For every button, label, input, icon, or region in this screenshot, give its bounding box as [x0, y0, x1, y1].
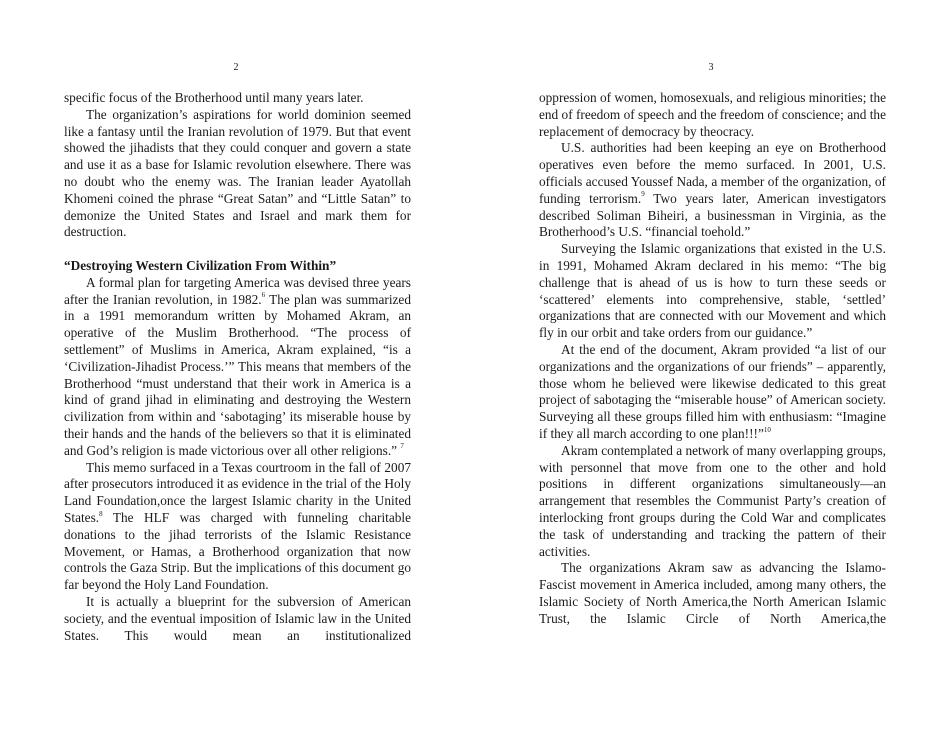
paragraph-text: The HLF was charged with funneling charitable donations to the jihad terrorists of the Islamic Resistance Movement, or Hamas, a Brotherhood organization that now controls the Gaza Strip. But the implications of this document go far beyond the Holy Land Foundation. — [64, 509, 411, 593]
paragraph: Akram contemplated a network of many overlapping groups, with personnel that move from one to the other and hold positions in different organizations simultaneously—an arrangement that resembles the Communist Party’s creation of interlocking front groups during the Cold War and complicates the task of understanding and tracking the pattern of their activities. — [539, 442, 886, 559]
paragraph: oppression of women, homosexuals, and religious minorities; the end of freedom of speech and the freedom of conscience; and the replacement of democracy by theocracy. — [539, 90, 886, 139]
paragraph — [64, 460, 411, 594]
footnote-marker: 8 — [99, 509, 103, 518]
paragraph: It is actually a blueprint for the subversion of American society, and the eventual imposition of Islamic law in the United States. This would mean an institutionalized — [64, 593, 411, 643]
paragraph-text: At the end of the document, Akram provided “a list of our organizations and the organizations of our friends” – apparently, those whom he believed were likewise dedicated to this great project of sabotaging the “miserable house” of American society. Surveying all these groups filled him with enthusiasm: “Imagine if they all march according to one plan!!!” — [539, 341, 886, 441]
section-heading: “Destroying Western Civilization From Within” — [64, 257, 337, 273]
paragraph — [539, 342, 886, 443]
footnote-marker: 7 — [400, 442, 404, 451]
paragraph-text: A formal plan for targeting America was devised three years after the Iranian revolution, in 1982. — [64, 274, 411, 307]
paragraph — [64, 275, 411, 460]
right-page-text-column — [539, 90, 886, 628]
paragraph: specific focus of the Brotherhood until many years later. — [64, 90, 364, 105]
paragraph-text: Two years later, American investigators described Soliman Biheiri, a businessman in Virginia, as the Brotherhood’s U.S. “financial toehold.” — [539, 190, 886, 240]
page-number-right: 3 — [708, 62, 714, 73]
footnote-marker: 6 — [261, 291, 266, 300]
paragraph: The organization’s aspirations for world dominion seemed like a fantasy until the Iranian revolution of 1979. But that event showed the jihadists that they could conquer and govern a state and use it as a base for Islamic revolution elsewhere. There was no doubt who the enemy was. The Iranian leader Ayatollah Khomeni coined the phrase “Great Satan” and “Little Satan” to demonize the United States and Israel and mark them for destruction. — [64, 106, 411, 240]
paragraph-text: U.S. authorities had been keeping an eye on Brotherhood operatives even before the memo surfaced. In 2001, U.S. officials accused Youssef Nada, a member of the organization, of funding terrorism. — [539, 140, 886, 206]
footnote-marker: 9 — [641, 190, 645, 199]
paragraph — [539, 140, 886, 241]
footnote-marker: 10 — [763, 425, 771, 434]
paragraph: Surveying the Islamic organizations that existed in the U.S. in 1991, Mohamed Akram declared in his memo: “The big challenge that is ahead of us is how to turn these seeds or ‘scattered’ elements into comprehensive, stable, ‘settled’ organizations that are connected with our Movement and which fly in our orbit and take orders from our guidance.” — [539, 241, 886, 341]
paragraph: The organizations Akram saw as advancing the Islamo-Fascist movement in America included, among many others, the Islamic Society of North America,the North American Islamic Trust, the Islamic Circle of North America,the — [539, 560, 886, 626]
left-page-text-column — [64, 90, 411, 644]
section-spacer — [64, 241, 411, 258]
page-number-left: 2 — [233, 62, 239, 73]
paragraph-text: This memo surfaced in a Texas courtroom in the fall of 2007 after prosecutors introduced it as evidence in the trial of the Holy Land Foundation,once the largest Islamic charity in the United States. — [64, 459, 411, 525]
paragraph-text: The plan was summarized in a 1991 memorandum written by Mohamed Akram, an operative of the Muslim Brotherhood. “The process of settlement” of Muslims in America, Akram explained, “is a ‘Civilization-Jihadist Process.’” This means that members of the Brotherhood “must understand that their work in America is a kind of grand jihad in eliminating and destroying the Western civilization from within and ‘sabotaging’ its miserable house by their hands and the hands of the believers so that it is eliminated and God’s religion is made victorious over all other religions.” — [64, 291, 411, 458]
